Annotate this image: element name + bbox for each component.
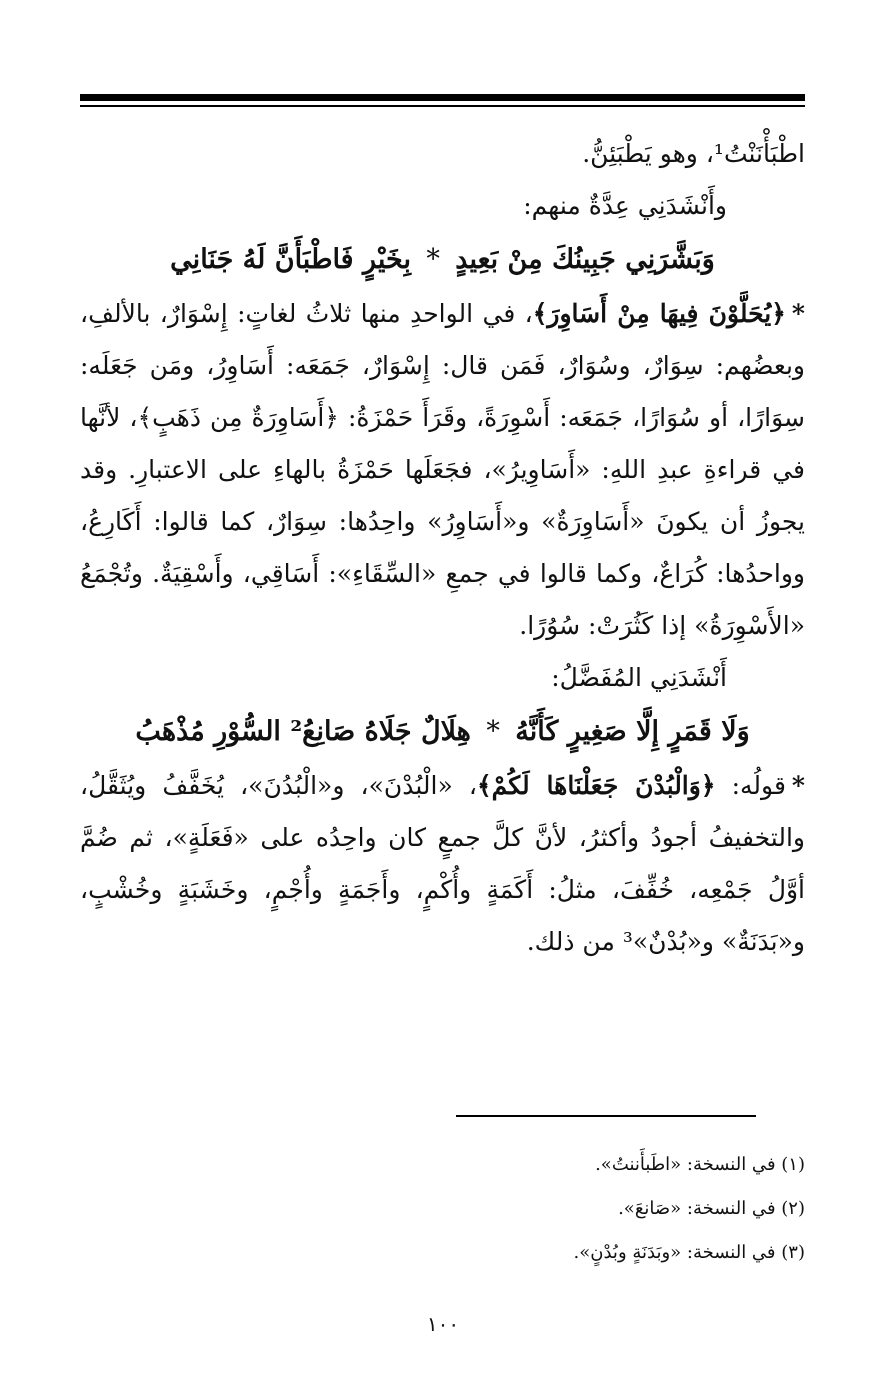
verse-1 [80, 232, 805, 288]
footnote-separator [456, 1115, 756, 1117]
section-1-marker: * [791, 299, 805, 328]
verse-2 [80, 704, 805, 760]
verse-2-intro: أَنْشَدَنِي المُفَضَّلُ: [551, 663, 727, 692]
section-2-lead: قولُه: [731, 771, 786, 800]
verse-2-separator: * [486, 716, 500, 747]
section-2-marker: * [791, 771, 805, 800]
header-rule-thin [80, 105, 805, 107]
footnote-1: (١) في النسخة: «اطَبأَننتُ». [595, 1154, 805, 1175]
header-rule-thick [80, 94, 805, 101]
verse-1-right: وَبَشَّرَنِي جَبِينُكَ مِنْ بَعِيدٍ [455, 244, 715, 275]
verse-2-right: وَلَا قَمَرٍ إِلَّا صَغِيرٍ كَأَنَّهُ [515, 716, 750, 747]
verse-2-left: هِلَالٌ جَلَاهُ صَانِعُ² السُّوْرِ مُذْهَبُ [135, 716, 471, 747]
section-1-text: ، في الواحدِ منها ثلاثُ لغاتٍ: إِسْوَارٌ، بالألفِ، وبعضُهم: سِوَارٌ، وسُوَارٌ، فَمَن قال: إِسْوَارٌ، جَمَعَه: أَسَاوِرُ، ومَن جَعَلَه: سِوَارًا، أو سُوَارًا، جَمَعَه: أَسْوِرَةً، وقَرَأَ حَمْزَةُ: ﴿أَسَاوِرَةٌ مِن ذَهَبٍ﴾، لأنَّها في قراءةِ عبدِ اللهِ: «أَسَاوِيرُ»، فجَعَلَها حَمْزَةُ بالهاءِ على الاعتبارِ. وقد يجوزُ أن يكونَ «أَسَاوِرَةٌ» و«أَسَاوِرُ» واحِدُها: سِوَارٌ، كما قالوا: أَكَارِعُ، وواحدُها: كُرَاعٌ، وكما قالوا في جمعِ «السِّقَاءِ»: أَسَاقِي، وأَسْقِيَةٌ. وتُجْمَعُ «الأَسْوِرَةُ» إذا كَثُرَتْ: سُوُرًا. [80, 299, 805, 640]
text-line-1: اطْبَأْنَنْتُ¹، وهو يَطْبَئِنُّ. [582, 139, 805, 168]
section-2-text: ، «الْبُدْنَ»، و«الْبُدُنَ»، يُخَفَّفُ ويُثَقَّلُ، والتخفيفُ أجودُ وأكثرُ، لأنَّ كلَّ جمعٍ كان واحِدُه على «فَعَلَةٍ»، ثم ضُمَّ أوَّلُ جَمْعِه، خُفِّفَ، مثلُ: أَكَمَةٍ وأُكْمٍ، وأَجَمَةٍ وأُجْمٍ، وخَشَبَةٍ وخُشْبٍ، و«بَدَنَةٌ» و«بُدْنٌ»³ من ذلك. [80, 771, 805, 956]
section-1-quote: ﴿يُحَلَّوْنَ فِيهَا مِنْ أَسَاوِرَ﴾ [532, 299, 786, 328]
footnote-3: (٣) في النسخة: «وبَدَنَةٍ وبُدْنٍ». [573, 1242, 805, 1263]
page-number: ١٠٠ [426, 1312, 460, 1336]
verse-1-separator: * [426, 244, 440, 275]
page-body [80, 128, 805, 968]
verse-1-left: بِخَيْرٍ فَاطْبَأَنَّ لَهُ جَنَانِي [170, 244, 411, 275]
footnotes [80, 1143, 805, 1275]
section-2 [80, 760, 805, 968]
section-1 [80, 288, 805, 652]
footnote-2: (٢) في النسخة: «صَانعَ». [618, 1198, 805, 1219]
section-2-quote: ﴿وَالْبُدْنَ جَعَلْنَاهَا لَكُمْ﴾ [476, 771, 716, 800]
text-line-2: وأَنْشَدَنِي عِدَّةٌ منهم: [523, 191, 727, 220]
